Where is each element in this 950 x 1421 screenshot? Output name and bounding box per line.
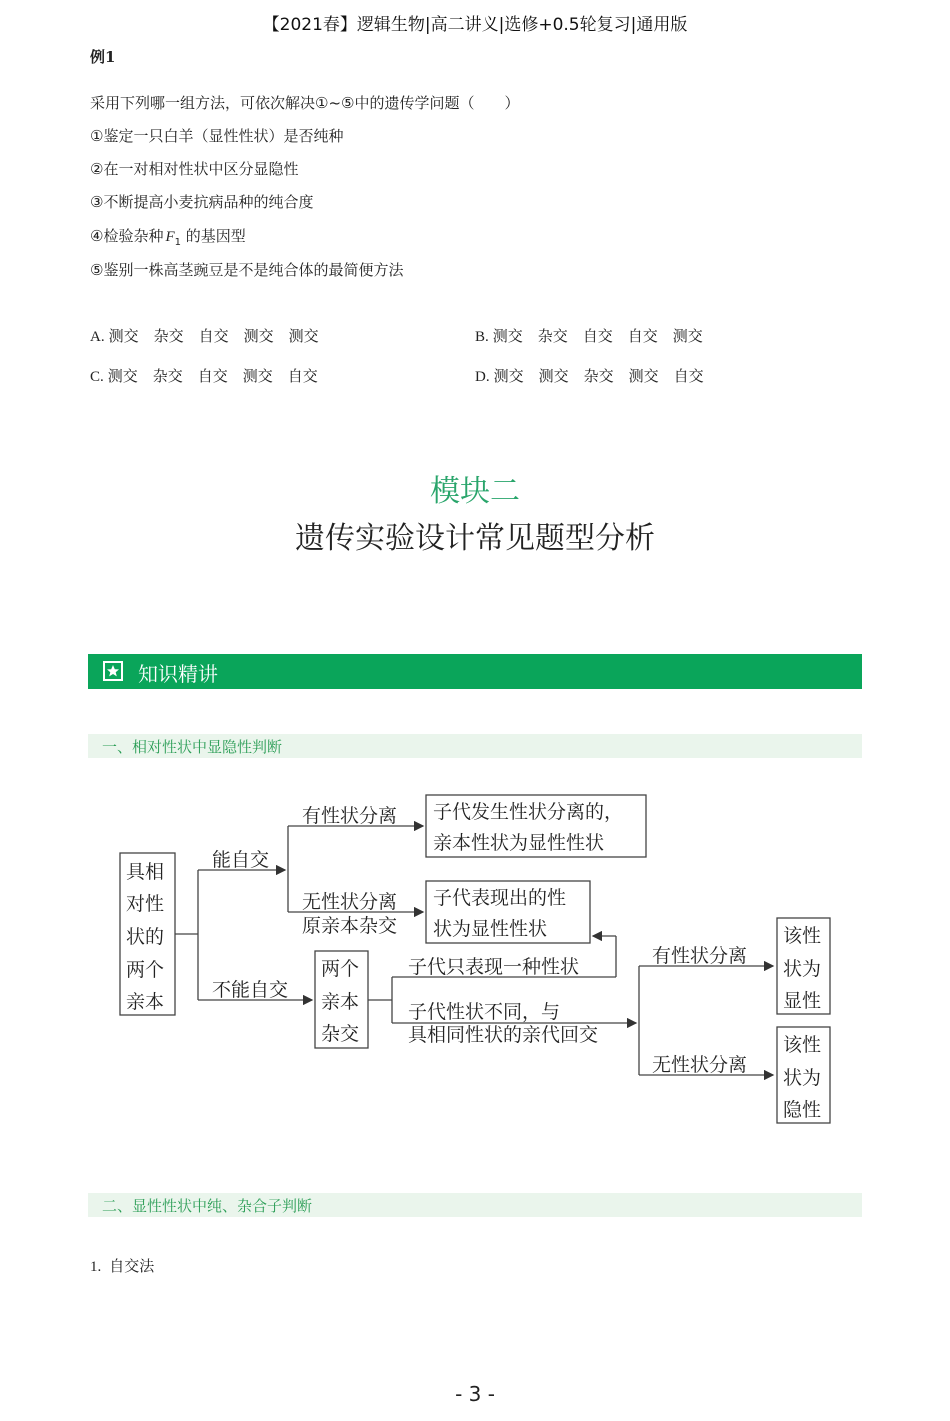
method-item-1: 1. 自交法: [90, 1257, 155, 1275]
section-1-title: 一、相对性状中显隐性判断: [102, 738, 283, 756]
cross-line-3: 杂交: [321, 1023, 360, 1045]
dominant-line-3: 显性: [783, 990, 822, 1012]
question-item-1: ①鉴定一只白羊（显性性状）是否纯种: [90, 127, 344, 145]
start-line-1: 具相: [126, 861, 165, 883]
question-stem: 采用下列哪一组方法，可依次解决①~⑤中的遗传学问题（ ）: [90, 94, 520, 112]
label-different-1: 子代性状不同，与: [408, 1001, 561, 1023]
result-2-line-1: 子代表现出的性: [433, 887, 567, 909]
question-item-5: ⑤鉴别一株高茎豌豆是不是纯合体的最简便方法: [90, 261, 404, 279]
example-label: 例1: [90, 48, 116, 66]
start-line-3: 状的: [126, 926, 165, 948]
recessive-line-1: 该性: [783, 1034, 822, 1056]
page-header: 【2021春】逻辑生物|高二讲义|选修+0.5轮复习|通用版: [262, 15, 688, 35]
question-item-2: ②在一对相对性状中区分显隐性: [90, 160, 299, 178]
cross-line-2: 亲本: [321, 991, 360, 1013]
start-line-5: 亲本: [126, 991, 165, 1013]
module-subtitle: 遗传实验设计常见题型分析: [295, 521, 655, 556]
page-number: - 3 -: [455, 1382, 495, 1406]
result-2-line-2: 状为显性性状: [433, 918, 548, 940]
option-a[interactable]: A. 测交 杂交 自交 测交 测交: [90, 327, 319, 345]
label-no-separation-3: 无性状分离: [652, 1054, 748, 1076]
question-item-4: ④检验杂种 $F_1$ 的基因型: [90, 227, 246, 248]
dominant-line-2: 状为: [783, 958, 822, 980]
dominant-line-1: 该性: [783, 925, 822, 947]
result-1-line-1: 子代发生性状分离的，: [433, 801, 624, 823]
start-line-4: 两个: [126, 959, 165, 981]
label-separation: 有性状分离: [302, 805, 398, 827]
section-2-title: 二、显性性状中纯、杂合子判断: [102, 1197, 313, 1215]
label-only-one-trait: 子代只表现一种性状: [408, 956, 580, 978]
section-2-header: [88, 1193, 862, 1217]
cross-line-1: 两个: [321, 958, 360, 980]
label-can-self: 能自交: [212, 849, 270, 871]
knowledge-bar-label: 知识精讲: [138, 662, 218, 686]
result-1-line-2: 亲本性状为显性性状: [433, 832, 605, 854]
label-no-separation-1: 无性状分离: [302, 891, 398, 913]
option-c[interactable]: C. 测交 杂交 自交 测交 自交: [90, 367, 318, 385]
question-item-3: ③不断提高小麦抗病品种的纯合度: [90, 193, 314, 211]
label-separation-2: 有性状分离: [652, 945, 748, 967]
start-line-2: 对性: [126, 893, 165, 915]
label-no-separation-2: 原亲本杂交: [302, 915, 398, 937]
option-d[interactable]: D. 测交 测交 杂交 测交 自交: [475, 367, 704, 385]
label-different-2: 具相同性状的亲代回交: [408, 1024, 599, 1046]
option-b[interactable]: B. 测交 杂交 自交 自交 测交: [475, 327, 703, 345]
recessive-line-3: 隐性: [783, 1099, 822, 1121]
label-cannot-self: 不能自交: [212, 979, 289, 1001]
recessive-line-2: 状为: [783, 1067, 822, 1089]
module-title: 模块二: [430, 474, 520, 509]
